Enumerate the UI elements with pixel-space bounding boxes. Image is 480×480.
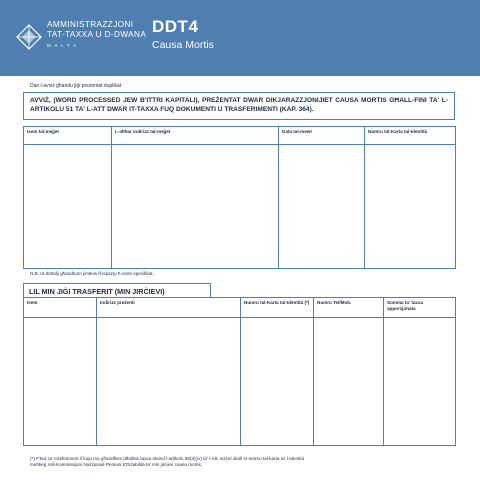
header-banner (0, 0, 480, 76)
id-card-number-cell[interactable] (365, 145, 456, 269)
column-header-present-address: Indirizz preżenti (97, 298, 241, 318)
nb-note: N.B. Id-dettalji għandhom jimtlew fl-ispazju ħ-ordni speċifikat. (30, 271, 154, 276)
date-of-death-cell[interactable] (279, 145, 365, 269)
footnote-line-2: mehtieġ mill-Kummissjoni Nazzjonali Persuni b'Diżabilità ta' min jirċievi causa mortis. (30, 462, 203, 467)
agency-name (47, 20, 146, 51)
agency-logo-icon (16, 24, 42, 50)
agency-line-2: TAT-TAXXA U D-DWANA (47, 29, 147, 39)
transferees-table (23, 297, 456, 446)
agency-line-3: MALTA (47, 43, 80, 49)
instruction-box: AVVIŻ, (WORD PROCESSED JEW B'ITTRI KAPITALI), PREŻENTAT DWAR DIKJARAZZJONIJIET CAUSA MORTIS GĦALL-FINI TA' L-ARTIKOLU 51 TA' L-ATT DWAR IT-TAXXA FUQ DOKUMENTI U TRASFERIMENTI (KAP. 364). (23, 92, 455, 120)
agency-line-1: AMMINISTRAZZJONI (47, 20, 134, 29)
column-header-deceased-name: Isem tal-mejjet (24, 127, 112, 145)
column-header-apportioned-tax: Somma ta' taxxa apporzjonata (384, 298, 456, 318)
transferee-address-cell[interactable] (97, 318, 241, 446)
transferee-tax-cell[interactable] (384, 318, 456, 446)
footnote (30, 456, 450, 468)
column-header-id-card: Numru tal-Karta tal-Identità (*) (241, 298, 314, 318)
transferee-name-cell[interactable] (24, 318, 97, 446)
column-header-name: Isem (24, 298, 97, 318)
section-title-transferees: LIL MIN JIĠI TRASFERIT (MIN JIRĊIEVI) (23, 283, 211, 297)
column-header-phone: Numru Tel/Mob. (314, 298, 384, 318)
column-header-id-card-number: Numru tal-Karta tal-Identità (365, 127, 456, 145)
footnote-line-1: (*) F'każ ta' trasferiment li fuqu ma għandhiex titħallas taxxa skond l-artikolu 35(2)(iv) ta' l-Att, niżżel ukoll in-numru tal-karta ta' l-identità (30, 456, 305, 461)
transferee-id-card-cell[interactable] (241, 318, 314, 446)
transferee-phone-cell[interactable] (314, 318, 384, 446)
last-address-cell[interactable] (112, 145, 279, 269)
form-subtitle: Causa Mortis (152, 39, 214, 51)
column-header-date-of-death: Data tal-mewt (279, 127, 365, 145)
deceased-name-cell[interactable] (24, 145, 112, 269)
column-header-last-address: L-aħħar indirizz tal-mejjet (112, 127, 279, 145)
deceased-table (23, 126, 456, 269)
duplicate-note: Dan l-avviż għandu jiġi preżentat duplikat (30, 83, 122, 89)
form-code: DDT4 (152, 17, 199, 36)
